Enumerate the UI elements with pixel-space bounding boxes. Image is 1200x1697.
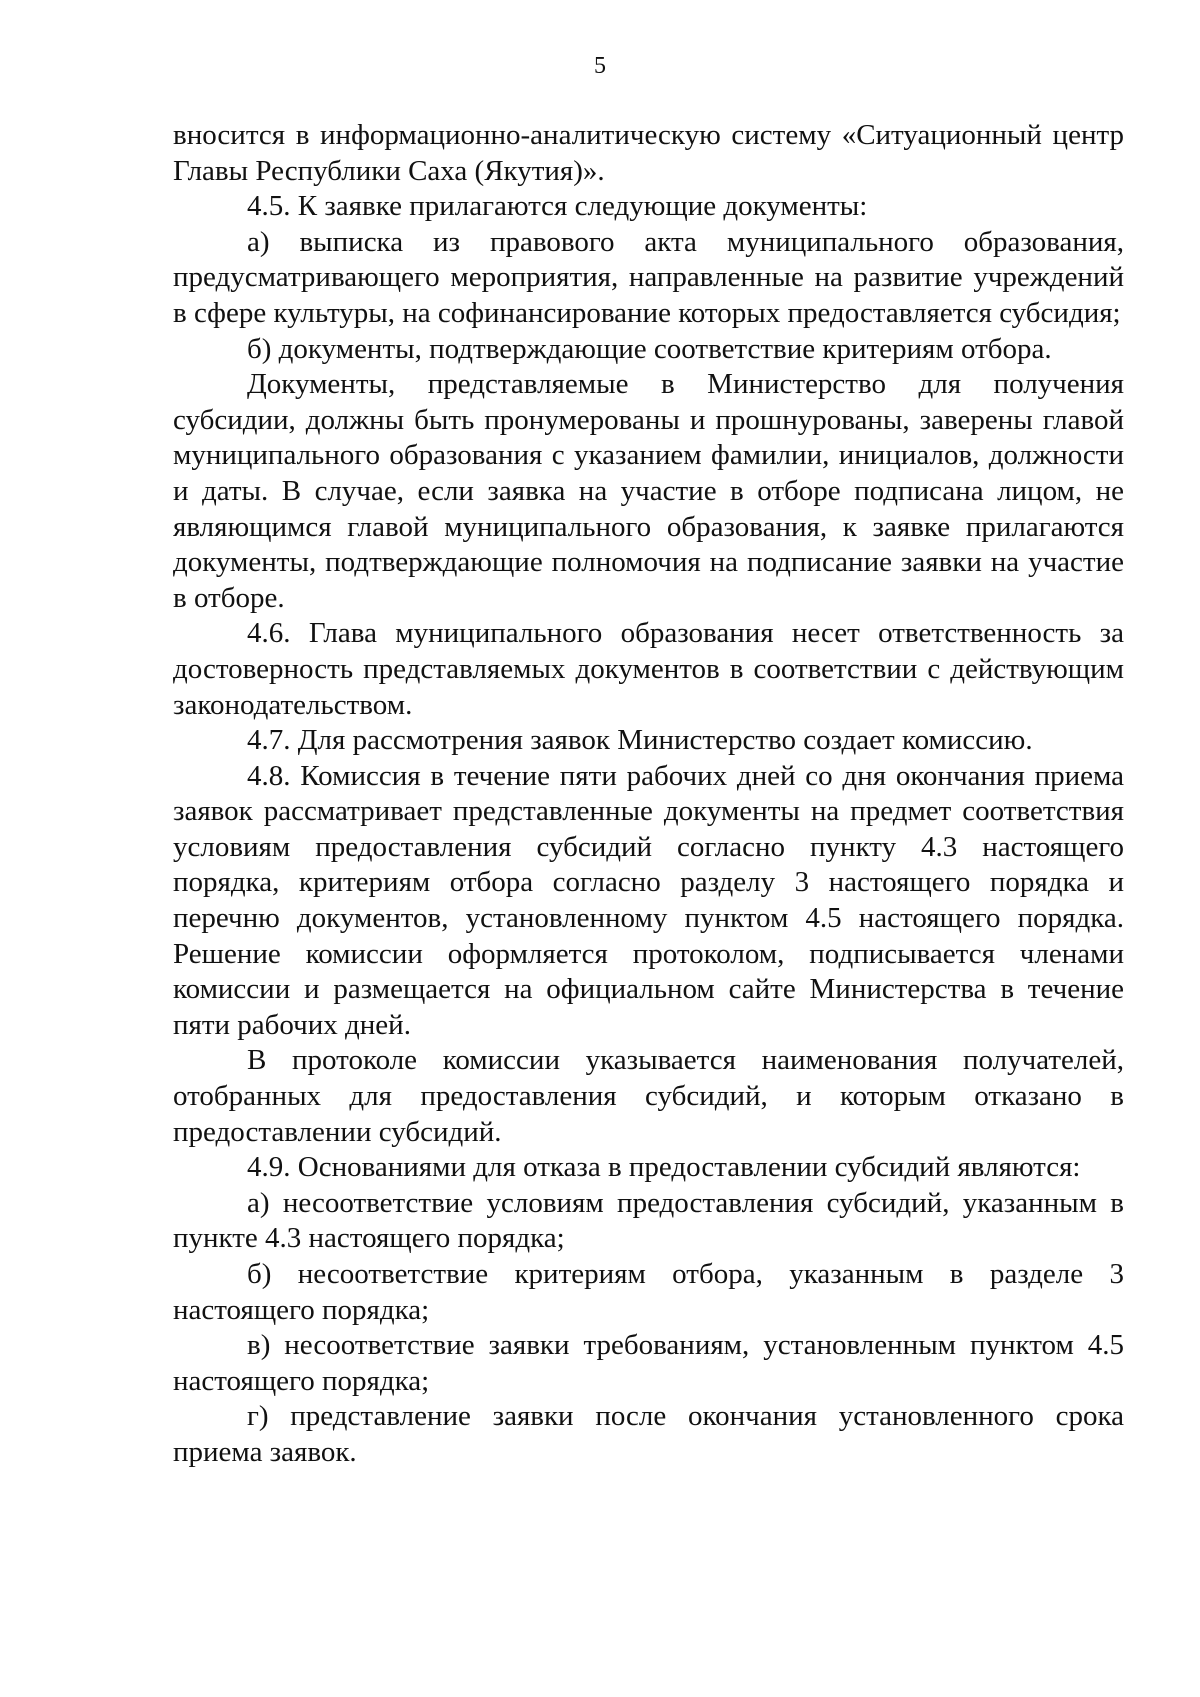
paragraph-4-8: 4.8. Комиссия в течение пяти рабочих дней со дня окончания приема заявок рассматривает представленные документы на предмет соответствия условиям предоставления субсидий согласно пункту 4.3 настоящего порядка, критериям отбора согласно разделу 3 настоящего порядка и перечню документов, установленному пунктом 4.5 настоящего порядка. Решение комиссии оформляется протоколом, подписывается членами комиссии и размещается на официальном сайте Министерства в течение пяти рабочих дней. [173,759,1124,1041]
paragraph-4-5-a: а) выписка из правового акта муниципального образования, предусматривающего мероприятия, направленные на развитие учреждений в сфере культуры, на софинансирование которых предоставляется субсидия; [173,225,1124,329]
paragraph-4-9: 4.9. Основаниями для отказа в предоставлении субсидий являются: [247,1151,1081,1184]
paragraph-4-5-b: б) документы, подтверждающие соответствие критериям отбора. [247,332,1052,365]
paragraph-4-9-v: в) несоответствие заявки требованиям, установленным пунктом 4.5 настоящего порядка; [173,1329,1124,1397]
page-number: 5 [594,53,606,79]
paragraph-continuation: вносится в информационно-аналитическую систему «Ситуационный центр Главы Республики Саха (Якутия)». [173,119,1124,187]
paragraph-4-9-a: а) несоответствие условиям предоставления субсидий, указанным в пункте 4.3 настоящего порядка; [173,1186,1124,1255]
document-body [173,118,1124,1471]
paragraph-protocol: В протоколе комиссии указывается наименования получателей, отобранных для предоставления субсидий, и которым отказано в предоставлении субсидий. [173,1044,1124,1148]
paragraph-documents: Документы, представляемые в Министерство для получения субсидии, должны быть пронумерованы и прошнурованы, заверены главой муниципального образования с указанием фамилии, инициалов, должности и даты. В случае, если заявка на участие в отборе подписана лицом, не являющимся главой муниципального образования, к заявке прилагаются документы, подтверждающие полномочия на подписание заявки на участие в отборе. [173,368,1124,614]
paragraph-4-5: 4.5. К заявке прилагаются следующие документы: [247,190,868,223]
paragraph-4-7: 4.7. Для рассмотрения заявок Министерство создает комиссию. [247,724,1033,757]
paragraph-4-9-b: б) несоответствие критериям отбора, указанным в разделе 3 настоящего порядка; [173,1258,1124,1326]
paragraph-4-6: 4.6. Глава муниципального образования несет ответственность за достоверность представляемых документов в соответствии с действующим законодательством. [173,617,1124,721]
paragraph-4-9-g: г) представление заявки после окончания установленного срока приема заявок. [173,1400,1124,1468]
